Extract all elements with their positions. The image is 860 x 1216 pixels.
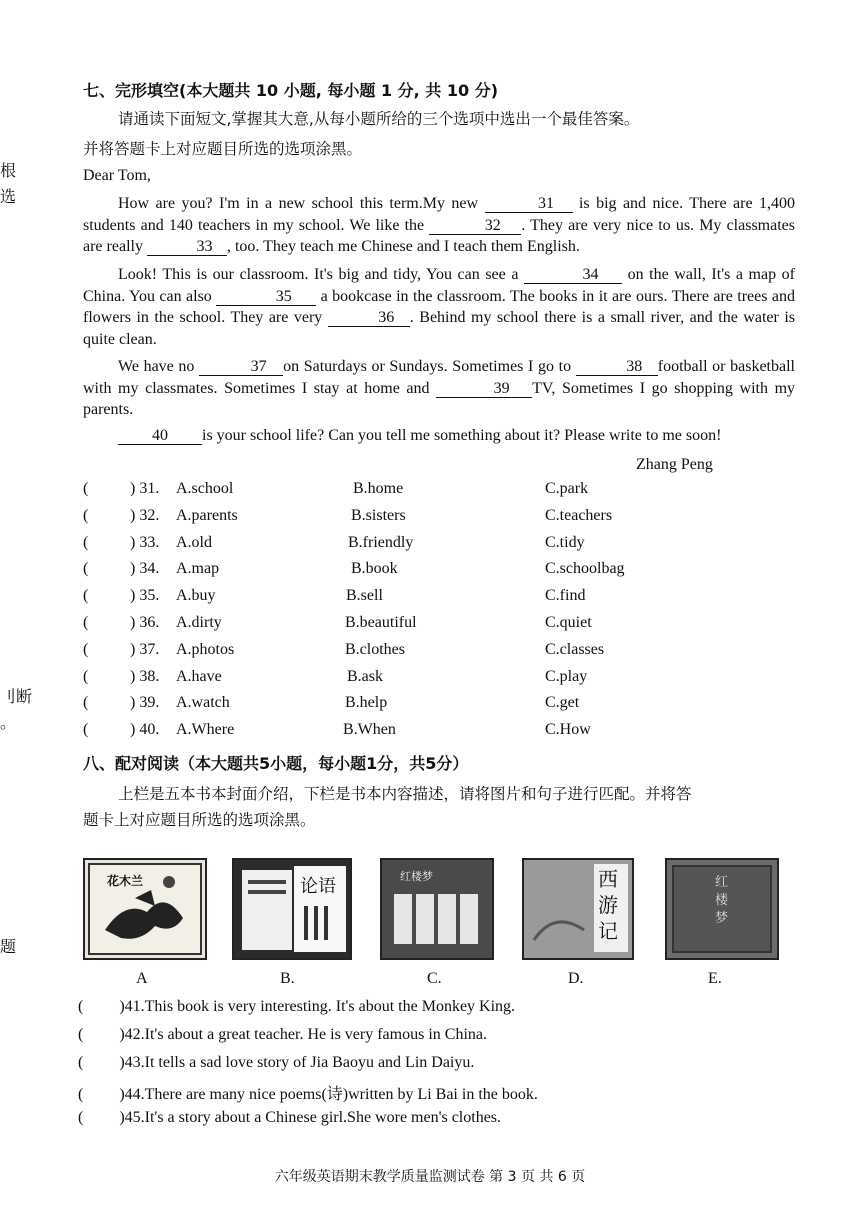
horse-rider-illustration: [85, 860, 205, 958]
book-cover-c: [380, 858, 494, 960]
answer-bracket[interactable]: (: [83, 533, 89, 551]
option-a[interactable]: A.photos: [176, 640, 235, 658]
blank-35: 35: [216, 288, 316, 306]
question-row: [83, 534, 783, 558]
answer-bracket[interactable]: (: [78, 1053, 84, 1071]
margin-fragment: 。: [0, 713, 17, 732]
blank-31: 31: [485, 195, 573, 213]
section7-instruction: 请通读下面短文,掌握其大意,从每小题所给的三个选项中选出一个最佳答案。: [118, 110, 640, 128]
question-row: [83, 668, 783, 692]
option-b[interactable]: B.help: [345, 694, 388, 712]
question-row: [83, 507, 783, 531]
question-number: ) 37.: [130, 640, 160, 658]
answer-bracket[interactable]: (: [83, 614, 89, 631]
cloze-paragraph-2: Look! This is our classroom. It's big and tidy, You can see a 34 on the wall, It's a map of China. You can also 35 a bookcase in the classroom. The books in it are ours. There are trees and flowers in the school. They are very 36 . Behind my school there is a small river, and the water is quite clean.: [83, 266, 796, 348]
cloze-paragraph-4: 40 is your school life? Can you tell me something about it? Please write to me soon!: [118, 427, 721, 445]
blank-36: 36: [328, 309, 410, 327]
answer-bracket[interactable]: (: [83, 560, 89, 578]
question-number: ) 39.: [130, 694, 160, 712]
book-label-a: A: [136, 970, 148, 987]
book-label-e: E.: [708, 970, 722, 987]
option-c[interactable]: C.get: [545, 694, 580, 712]
option-a[interactable]: A.dirty: [176, 614, 222, 631]
matching-row: [78, 1109, 501, 1127]
matching-statement: )45.It's a story about a Chinese girl.She wore men's clothes.: [119, 1109, 502, 1127]
book-a-title: 花木兰: [107, 874, 144, 888]
question-row: [83, 694, 783, 718]
matching-row: [78, 1081, 538, 1104]
option-c[interactable]: C.tidy: [545, 533, 585, 551]
option-b[interactable]: B.home: [353, 480, 404, 497]
question-number: ) 32.: [130, 506, 160, 524]
option-b[interactable]: B.friendly: [348, 533, 414, 551]
blank-34: 34: [524, 266, 622, 284]
option-a[interactable]: A.parents: [176, 506, 238, 524]
blank-38: 38: [576, 358, 658, 376]
page-footer: 六年级英语期末教学质量监测试卷 第 3 页 共 6 页: [274, 1169, 586, 1185]
blank-37: 37: [199, 358, 283, 376]
answer-bracket[interactable]: (: [78, 998, 84, 1015]
option-c[interactable]: C.play: [545, 667, 588, 685]
option-a[interactable]: A.old: [176, 533, 212, 551]
book-c-artwork: [382, 860, 492, 958]
question-row: [83, 641, 783, 665]
option-c[interactable]: C.park: [545, 480, 589, 497]
book-e-title: 红楼梦: [715, 875, 729, 926]
letter-signature: Zhang Peng: [636, 456, 713, 473]
option-a[interactable]: A.watch: [176, 694, 230, 712]
matching-row: [78, 998, 515, 1016]
answer-bracket[interactable]: (: [83, 506, 89, 524]
section8-instruction: 上栏是五本书本封面介绍，下栏是书本内容描述，请将图片和句子进行匹配。并将答: [118, 785, 692, 803]
book-cover-d: [522, 858, 634, 960]
margin-fragment: 题: [0, 937, 17, 956]
book-label-b: B.: [280, 970, 295, 987]
cloze-paragraph-1: How are you? I'm in a new school this term.My new 31 is big and nice. There are 1,400 students and 140 teachers in my school. We like the 32 . They are very nice to us. My classmates are really 33 , too. They teach me Chinese and I teach them English.: [83, 195, 796, 256]
question-row: [83, 480, 783, 504]
book-b-title: 论语: [300, 876, 336, 897]
book-cover-b: [232, 858, 352, 960]
answer-bracket[interactable]: (: [78, 1086, 84, 1104]
margin-fragment: 刂断: [0, 687, 33, 706]
answer-bracket[interactable]: (: [83, 480, 89, 497]
option-a[interactable]: A.buy: [176, 587, 216, 605]
option-c[interactable]: C.classes: [545, 640, 605, 658]
answer-bracket[interactable]: (: [78, 1109, 84, 1127]
question-row: [83, 614, 783, 638]
option-b[interactable]: B.sell: [346, 587, 383, 605]
matching-statement: )41.This book is very interesting. It's about the Monkey King.: [119, 998, 516, 1015]
matching-statement: )44.There are many nice poems(诗)written by Li Bai in the book.: [119, 1086, 538, 1104]
blank-32: 32: [429, 217, 521, 235]
cloze-paragraph-3: We have no 37 on Saturdays or Sundays. Sometimes I go to 38 football or basketball with my classmates. Sometimes I stay at home and 39 TV, Sometimes I go shopping with my parents.: [83, 358, 796, 419]
question-row: [83, 587, 783, 611]
answer-bracket[interactable]: (: [83, 640, 89, 658]
answer-bracket[interactable]: (: [83, 587, 89, 605]
option-c[interactable]: C.quiet: [545, 614, 592, 631]
option-c[interactable]: C.teachers: [545, 506, 613, 524]
question-number: ) 36.: [130, 614, 160, 631]
question-row: [83, 721, 783, 745]
option-b[interactable]: B.ask: [347, 667, 383, 685]
question-row: [83, 560, 783, 584]
blank-40: 40: [118, 427, 202, 445]
question-number: ) 40.: [130, 721, 160, 739]
section8-instruction: 题卡上对应题目所选的选项涂黑。: [83, 811, 316, 829]
section8-title: 八、配对阅读（本大题共5小题，每小题1分，共5分）: [83, 754, 469, 773]
option-b[interactable]: B.sisters: [351, 506, 406, 524]
matching-statement: )43.It tells a sad love story of Jia Baoyu and Lin Daiyu.: [119, 1053, 475, 1071]
margin-fragment: 选: [0, 187, 17, 206]
book-cover-e: [665, 858, 779, 960]
section7-title: 七、完形填空(本大题共 10 小题, 每小题 1 分, 共 10 分): [83, 81, 499, 100]
question-number: ) 34.: [130, 560, 160, 578]
book-label-d: D.: [568, 970, 584, 987]
option-a[interactable]: A.map: [176, 560, 220, 578]
answer-bracket[interactable]: (: [83, 667, 89, 685]
book-d-title: 西游记: [598, 867, 618, 943]
question-number: ) 33.: [130, 533, 160, 551]
question-number: ) 35.: [130, 587, 160, 605]
option-c[interactable]: C.find: [545, 587, 586, 605]
option-a[interactable]: A.school: [176, 480, 234, 497]
section7-instruction: 并将答题卡上对应题目所选的选项涂黑。: [83, 140, 363, 158]
option-c[interactable]: C.How: [545, 721, 591, 739]
book-label-c: C.: [427, 970, 442, 987]
blank-33: 33: [147, 238, 227, 256]
book-cover-a: [83, 858, 207, 960]
option-a[interactable]: A.have: [176, 667, 222, 685]
book-c-title: 红楼梦: [400, 870, 433, 883]
answer-bracket[interactable]: (: [83, 721, 89, 739]
blank-39: 39: [436, 380, 532, 398]
letter-greeting: Dear Tom,: [83, 167, 151, 184]
matching-row: [78, 1054, 474, 1072]
matching-statement: )42.It's about a great teacher. He is very famous in China.: [119, 1025, 487, 1043]
question-number: ) 38.: [130, 667, 160, 685]
answer-bracket[interactable]: (: [78, 1025, 84, 1043]
answer-bracket[interactable]: (: [83, 694, 89, 712]
option-b[interactable]: B.beautiful: [345, 614, 417, 631]
option-b[interactable]: B.When: [343, 721, 396, 739]
option-c[interactable]: C.schoolbag: [545, 560, 625, 578]
option-b[interactable]: B.clothes: [345, 640, 405, 658]
matching-row: [78, 1026, 487, 1044]
option-a[interactable]: A.Where: [176, 721, 235, 739]
option-b[interactable]: B.book: [351, 560, 398, 578]
margin-fragment: 根: [0, 161, 17, 180]
question-number: ) 31.: [130, 480, 160, 497]
